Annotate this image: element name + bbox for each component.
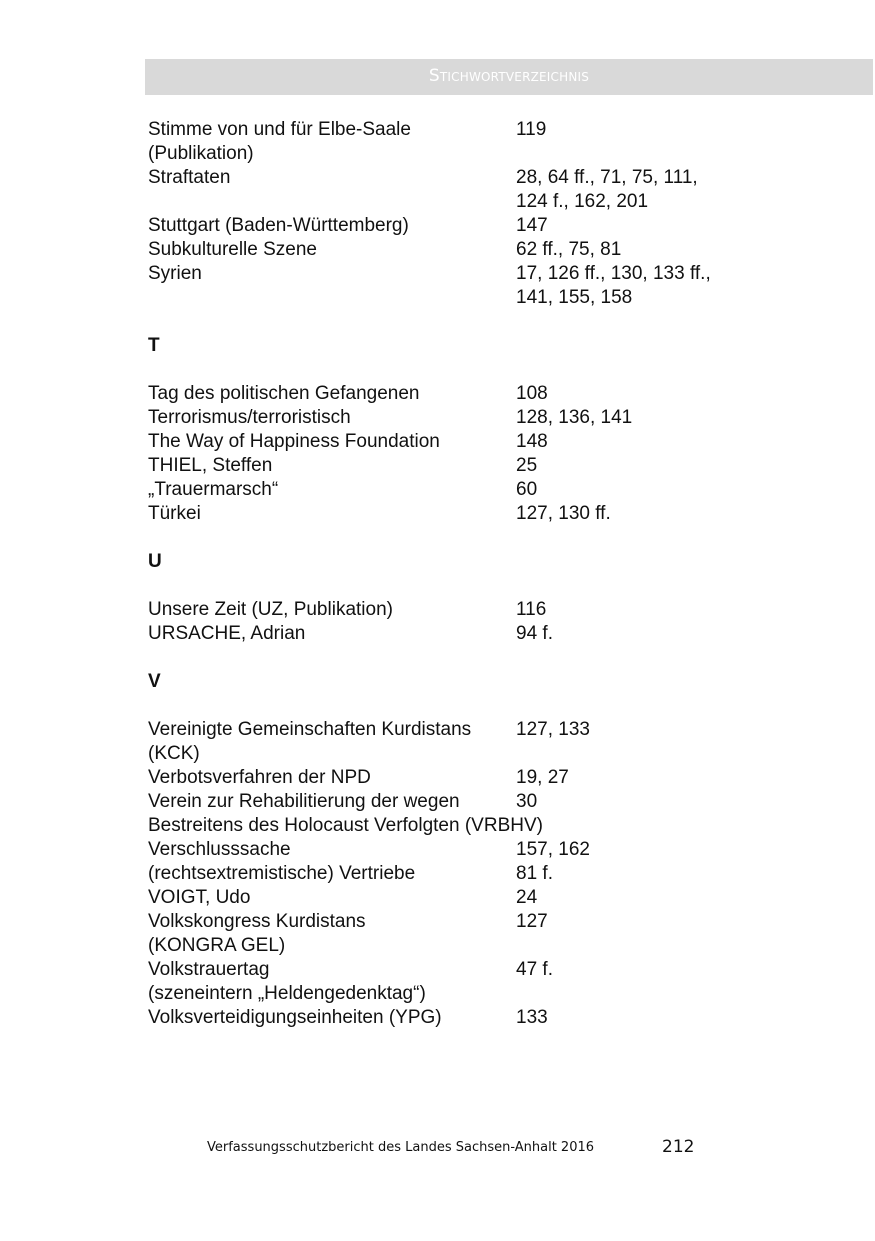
index-term: Stuttgart (Baden-Württemberg) — [148, 215, 409, 236]
index-page-refs: 127, 130 ff. — [516, 503, 611, 524]
index-entry — [148, 1006, 788, 1030]
index-section-v — [148, 718, 788, 1030]
section-gap — [148, 646, 788, 670]
index-page-refs: 62 ff., 75, 81 — [516, 239, 622, 260]
index-page-refs: 17, 126 ff., 130, 133 ff., 141, 155, 158 — [516, 263, 711, 308]
section-letter-v: V — [148, 671, 161, 692]
section-gap — [148, 526, 788, 550]
header-bar — [145, 59, 873, 95]
index-term: Volksverteidigungseinheiten (YPG) — [148, 1007, 442, 1028]
index-entry — [148, 262, 788, 310]
index-term: Straftaten — [148, 167, 231, 188]
index-page-refs: 47 f. — [516, 959, 553, 980]
index-term: VOIGT, Udo — [148, 887, 251, 908]
index-page-refs: 119 — [516, 119, 547, 140]
index-term: Terrorismus/terroristisch — [148, 407, 351, 428]
index-entry — [148, 862, 788, 886]
index-entry — [148, 478, 788, 502]
index-entry — [148, 238, 788, 262]
index-entry — [148, 958, 788, 1006]
index-term: „Trauermarsch“ — [148, 479, 279, 500]
index-entry — [148, 718, 788, 766]
index-page-refs: 81 f. — [516, 863, 553, 884]
index-entry — [148, 622, 788, 646]
index-term: Verbotsverfahren der NPD — [148, 767, 371, 788]
index-entry — [148, 502, 788, 526]
index-term: Volkstrauertag (szeneintern „Heldengedenktag“) — [148, 959, 426, 1004]
index-entry — [148, 118, 788, 166]
index-page-refs: 30 — [516, 791, 538, 812]
index-page-refs: 133 — [516, 1007, 548, 1028]
index-term: (rechtsextremistische) Vertriebe — [148, 863, 416, 884]
index-term: Stimme von und für Elbe-Saale (Publikation) — [148, 119, 411, 164]
index-term: Volkskongress Kurdistans (KONGRA GEL) — [148, 911, 366, 956]
index-entry — [148, 886, 788, 910]
index-content — [148, 118, 788, 1030]
section-gap — [148, 574, 788, 598]
footer-publication-title: Verfassungsschutzbericht des Landes Sachsen-Anhalt 2016 — [207, 1140, 595, 1155]
page-title: Stichwortverzeichnis — [428, 66, 590, 86]
index-term: THIEL, Steffen — [148, 455, 273, 476]
index-term: Vereinigte Gemeinschaften Kurdistans (KCK) — [148, 719, 472, 764]
index-page-refs: 24 — [516, 887, 538, 908]
index-term: Türkei — [148, 503, 201, 524]
index-term: The Way of Happiness Foundation — [148, 431, 440, 452]
index-entry — [148, 790, 788, 838]
section-gap — [148, 310, 788, 334]
index-section-u — [148, 598, 788, 646]
index-page-refs: 94 f. — [516, 623, 553, 644]
index-term: Verein zur Rehabilitierung der wegen Bestreitens des Holocaust Verfolgten (VRBHV) — [148, 791, 543, 836]
index-term: Tag des politischen Gefangenen — [148, 383, 420, 404]
index-term: URSACHE, Adrian — [148, 623, 306, 644]
section-letter-u: U — [148, 551, 162, 572]
index-entry — [148, 598, 788, 622]
index-page-refs: 108 — [516, 383, 548, 404]
index-page-refs: 19, 27 — [516, 767, 569, 788]
index-entry — [148, 214, 788, 238]
index-page-refs: 28, 64 ff., 71, 75, 111, 124 f., 162, 201 — [516, 167, 698, 212]
index-section-s — [148, 118, 788, 310]
index-entry — [148, 430, 788, 454]
index-page-refs: 148 — [516, 431, 548, 452]
section-gap — [148, 694, 788, 718]
index-page-refs: 128, 136, 141 — [516, 407, 633, 428]
index-page-refs: 116 — [516, 599, 547, 620]
index-page-refs: 157, 162 — [516, 839, 590, 860]
index-entry — [148, 166, 788, 214]
index-term: Unsere Zeit (UZ, Publikation) — [148, 599, 393, 620]
section-gap — [148, 358, 788, 382]
index-entry — [148, 766, 788, 790]
index-entry — [148, 910, 788, 958]
index-page-refs: 147 — [516, 215, 548, 236]
page-number: 212 — [662, 1137, 695, 1157]
index-entry — [148, 406, 788, 430]
index-term: Verschlusssache — [148, 839, 291, 860]
section-letter-t: T — [148, 335, 160, 356]
index-page-refs: 60 — [516, 479, 538, 500]
index-term: Syrien — [148, 263, 202, 284]
index-term: Subkulturelle Szene — [148, 239, 317, 260]
index-entry — [148, 382, 788, 406]
index-page-refs: 25 — [516, 455, 538, 476]
index-page-refs: 127, 133 — [516, 719, 590, 740]
index-entry — [148, 838, 788, 862]
index-entry — [148, 454, 788, 478]
index-section-t — [148, 382, 788, 526]
index-page-refs: 127 — [516, 911, 548, 932]
